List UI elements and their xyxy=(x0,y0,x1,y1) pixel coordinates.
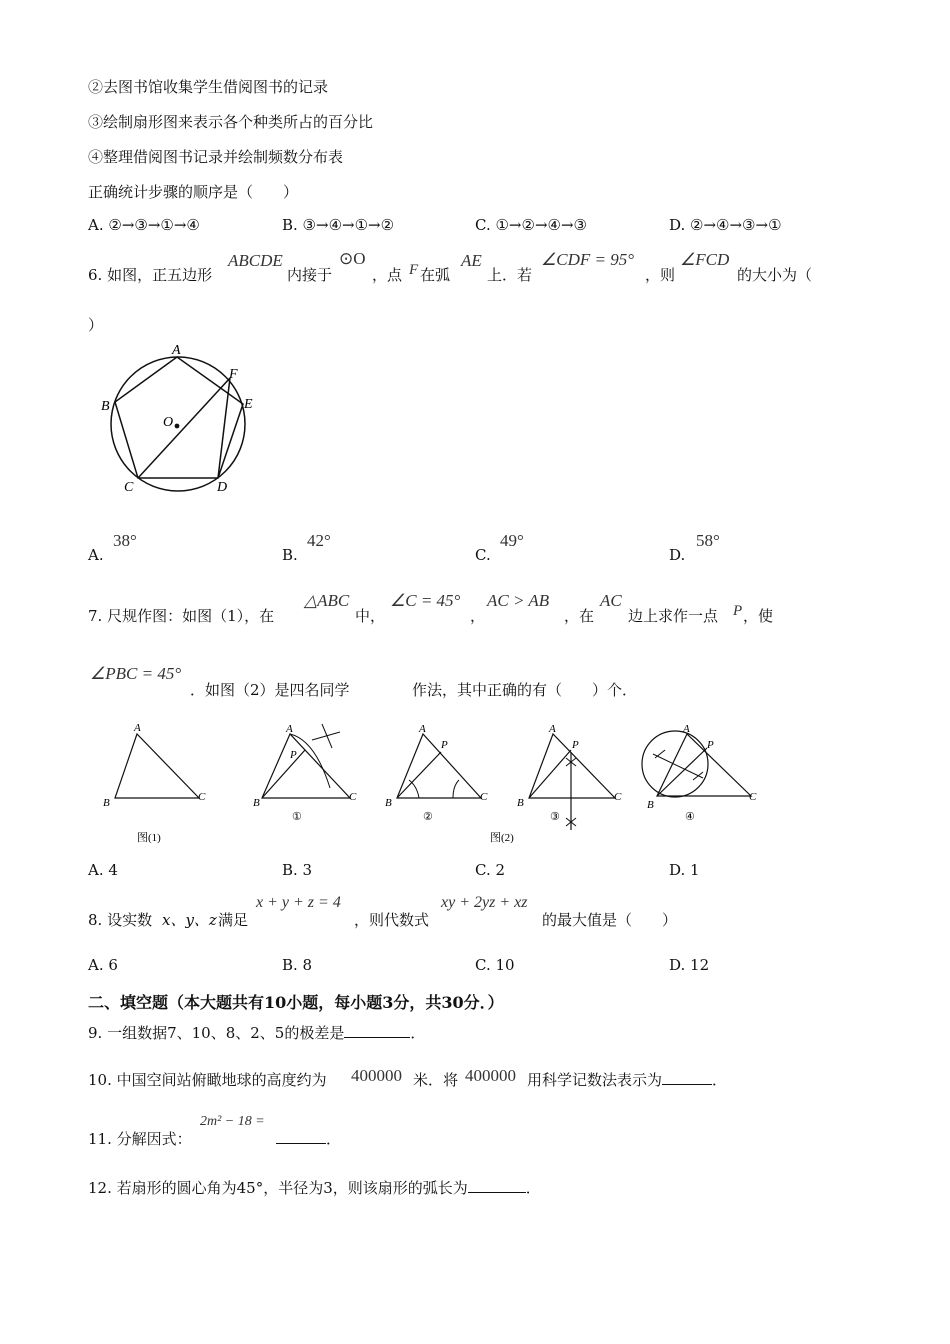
q6-math-pentagon: ABCDE xyxy=(228,251,283,270)
q6-option-c-letter: C. xyxy=(475,546,491,564)
q12-end: ． xyxy=(525,1179,541,1197)
q8-option-a: A. 6 xyxy=(88,956,118,974)
q10-end: ． xyxy=(712,1071,728,1089)
q6-text-4: 在弧 xyxy=(420,266,451,284)
q11-math-expression: 2m² − 18 = xyxy=(200,1114,265,1129)
q7-figc-caption: ③ xyxy=(550,811,560,823)
q7-figure-d xyxy=(642,723,757,823)
q5-option-a: A. ②→③→①→④ xyxy=(88,216,200,234)
q6-label-d: D xyxy=(217,480,228,495)
q6-option-a-value: 38° xyxy=(113,531,137,550)
q9-text xyxy=(88,1022,425,1043)
q6-math-angle-fcd: ∠FCD xyxy=(680,250,730,269)
q7-figc-label-p: P xyxy=(572,739,579,751)
q7-figd-label-b: B xyxy=(647,799,654,811)
q7-figd-caption: ④ xyxy=(685,811,695,823)
q7-figure-b xyxy=(385,723,488,823)
q11-answer-blank[interactable] xyxy=(276,1142,326,1144)
q5-option-d: D. ②→④→③→① xyxy=(669,216,782,234)
q7-figb-label-b: B xyxy=(385,797,392,809)
q7-option-b: B. 3 xyxy=(282,861,313,879)
step-4: ④整理借阅图书记录并绘制频数分布表 xyxy=(88,148,344,166)
q7-figc-label-a: A xyxy=(549,723,556,735)
q7-figures xyxy=(95,718,775,848)
q6-option-c-value: 49° xyxy=(500,531,524,550)
q7-math-angle-c: ∠C = 45° xyxy=(390,591,461,610)
q12-text xyxy=(88,1177,541,1198)
q8-math-constraint: x + y + z = 4 xyxy=(256,894,341,911)
q9-end: ． xyxy=(410,1024,426,1042)
q7-option-a: A. 4 xyxy=(88,861,118,879)
q8-option-b: B. 8 xyxy=(282,956,313,974)
q9-question: 9. 一组数据7、10、8、2、5的极差是 xyxy=(88,1024,345,1042)
q10-text-1: 10. 中国空间站俯瞰地球的高度约为 xyxy=(88,1071,327,1089)
q6-option-b-letter: B. xyxy=(282,546,298,564)
q5-option-b: B. ③→④→①→② xyxy=(282,216,395,234)
q6-center-dot xyxy=(175,424,180,429)
q8-option-d: D. 12 xyxy=(669,956,710,974)
q6-label-b: B xyxy=(101,399,110,414)
q6-line-fd xyxy=(218,378,230,478)
q7-figb-label-c: C xyxy=(480,791,488,803)
q6-math-circle: ⊙O xyxy=(339,249,366,268)
q6-text-7: 的大小为（ xyxy=(737,266,813,284)
q7-fig1-label-b: B xyxy=(103,797,110,809)
q6-math-f: F xyxy=(409,262,419,278)
q7-fig1-label-a: A xyxy=(134,722,141,734)
q7-option-c: C. 2 xyxy=(475,861,506,879)
q7-text-4: ，在 xyxy=(564,607,595,625)
q7-figb-label-a: A xyxy=(419,723,426,735)
q11-blank-line xyxy=(276,1128,341,1149)
q7-math-angle-pbc: ∠PBC = 45° xyxy=(90,664,182,683)
q8-math-expression: xy + 2yz + xz xyxy=(441,894,528,911)
q7-text-7: ．如图（2）是四名同学 xyxy=(190,681,350,699)
q6-text-2: 内接于 xyxy=(287,266,333,284)
q6-label-e: E xyxy=(244,397,253,412)
q6-text-3: ，点 xyxy=(372,266,403,284)
q7-figure-c xyxy=(490,723,622,844)
q7-text-1: 7. 尺规作图：如图（1），在 xyxy=(88,607,275,625)
q6-label-o: O xyxy=(163,415,174,430)
q8-text-4: 的最大值是（ ） xyxy=(542,911,678,929)
q7-figb-caption: ② xyxy=(423,811,433,823)
q7-fig1-label-c: C xyxy=(198,791,206,803)
q7-figure-a xyxy=(253,723,357,823)
q5-option-c: C. ①→②→④→③ xyxy=(475,216,587,234)
q7-figc-label-c: C xyxy=(614,791,622,803)
q8-vars: x、y、z xyxy=(162,911,217,929)
q7-text-3: ， xyxy=(470,607,486,625)
step-3: ③绘制扇形图来表示各个种类所占的百分比 xyxy=(88,113,374,131)
q12-question: 12. 若扇形的圆心角为45°，半径为3，则该扇形的弧长为 xyxy=(88,1179,468,1197)
q7-math-triangle: △ABC xyxy=(304,591,350,610)
q10-text-3 xyxy=(527,1069,727,1090)
q10-number-2: 400000 xyxy=(465,1066,516,1085)
q6-option-a-letter: A. xyxy=(88,546,104,564)
q8-option-c: C. 10 xyxy=(475,956,515,974)
q5-prompt: 正确统计步骤的顺序是（ ） xyxy=(88,183,299,201)
q7-figc-label-b: B xyxy=(517,797,524,809)
q7-fig2-caption: 图(2) xyxy=(490,832,514,844)
q6-label-f: F xyxy=(229,367,238,382)
q6-text-6: ，则 xyxy=(645,266,676,284)
q7-math-inequality: AC > AB xyxy=(487,591,550,610)
q6-text-1: 6. 如图，正五边形 xyxy=(88,266,213,284)
step-2: ②去图书馆收集学生借阅图书的记录 xyxy=(88,78,329,96)
q7-math-p: P xyxy=(733,603,743,619)
q10-text-2: 米．将 xyxy=(413,1071,459,1089)
q7-figd-label-p: P xyxy=(707,739,714,751)
q7-figa-label-p: P xyxy=(290,749,297,761)
q8-text-2: 满足 xyxy=(218,911,249,929)
q6-option-d-letter: D. xyxy=(669,546,686,564)
q6-figure xyxy=(100,340,270,500)
q7-text-2: 中， xyxy=(355,607,386,625)
q7-figd-label-c: C xyxy=(749,791,757,803)
q7-figure-1 xyxy=(103,722,206,844)
q7-math-ac: AC xyxy=(600,591,622,610)
q7-figb-label-p: P xyxy=(441,739,448,751)
q7-text-6: ，使 xyxy=(743,607,774,625)
q11-end: ． xyxy=(326,1130,342,1148)
q7-figa-label-a: A xyxy=(286,723,293,735)
q7-figa-caption: ① xyxy=(292,811,302,823)
q7-figd-label-a: A xyxy=(683,723,690,735)
q6-option-d-value: 58° xyxy=(696,531,720,550)
section-2-title: 二、填空题（本大题共有10小题，每小题3分，共30分．） xyxy=(88,993,504,1012)
q6-label-a: A xyxy=(172,343,181,358)
q10-answer-blank[interactable] xyxy=(662,1083,712,1085)
q6-math-angle-cdf: ∠CDF = 95° xyxy=(541,250,635,269)
q7-fig1-caption: 图(1) xyxy=(137,832,161,844)
q10-number-1: 400000 xyxy=(351,1066,402,1085)
q9-answer-blank[interactable] xyxy=(344,1036,410,1038)
q12-answer-blank[interactable] xyxy=(468,1191,526,1193)
q6-text-5: 上．若 xyxy=(487,266,533,284)
q7-option-d: D. 1 xyxy=(669,861,700,879)
q6-math-arc: AE xyxy=(461,251,482,270)
q7-text-5: 边上求作一点 xyxy=(628,607,719,625)
q7-figa-label-c: C xyxy=(349,791,357,803)
q8-text-1: 8. 设实数 xyxy=(88,911,153,929)
q8-text-3: ，则代数式 xyxy=(354,911,430,929)
q6-text-8: ） xyxy=(88,316,104,334)
q10-question: 用科学记数法表示为 xyxy=(527,1071,663,1089)
q6-label-c: C xyxy=(124,480,134,495)
q7-text-8: 作法，其中正确的有（ ）个． xyxy=(412,681,638,699)
q6-line-cf xyxy=(138,378,230,478)
q11-text-1: 11. 分解因式： xyxy=(88,1130,192,1148)
q7-figa-label-b: B xyxy=(253,797,260,809)
q6-option-b-value: 42° xyxy=(307,531,331,550)
